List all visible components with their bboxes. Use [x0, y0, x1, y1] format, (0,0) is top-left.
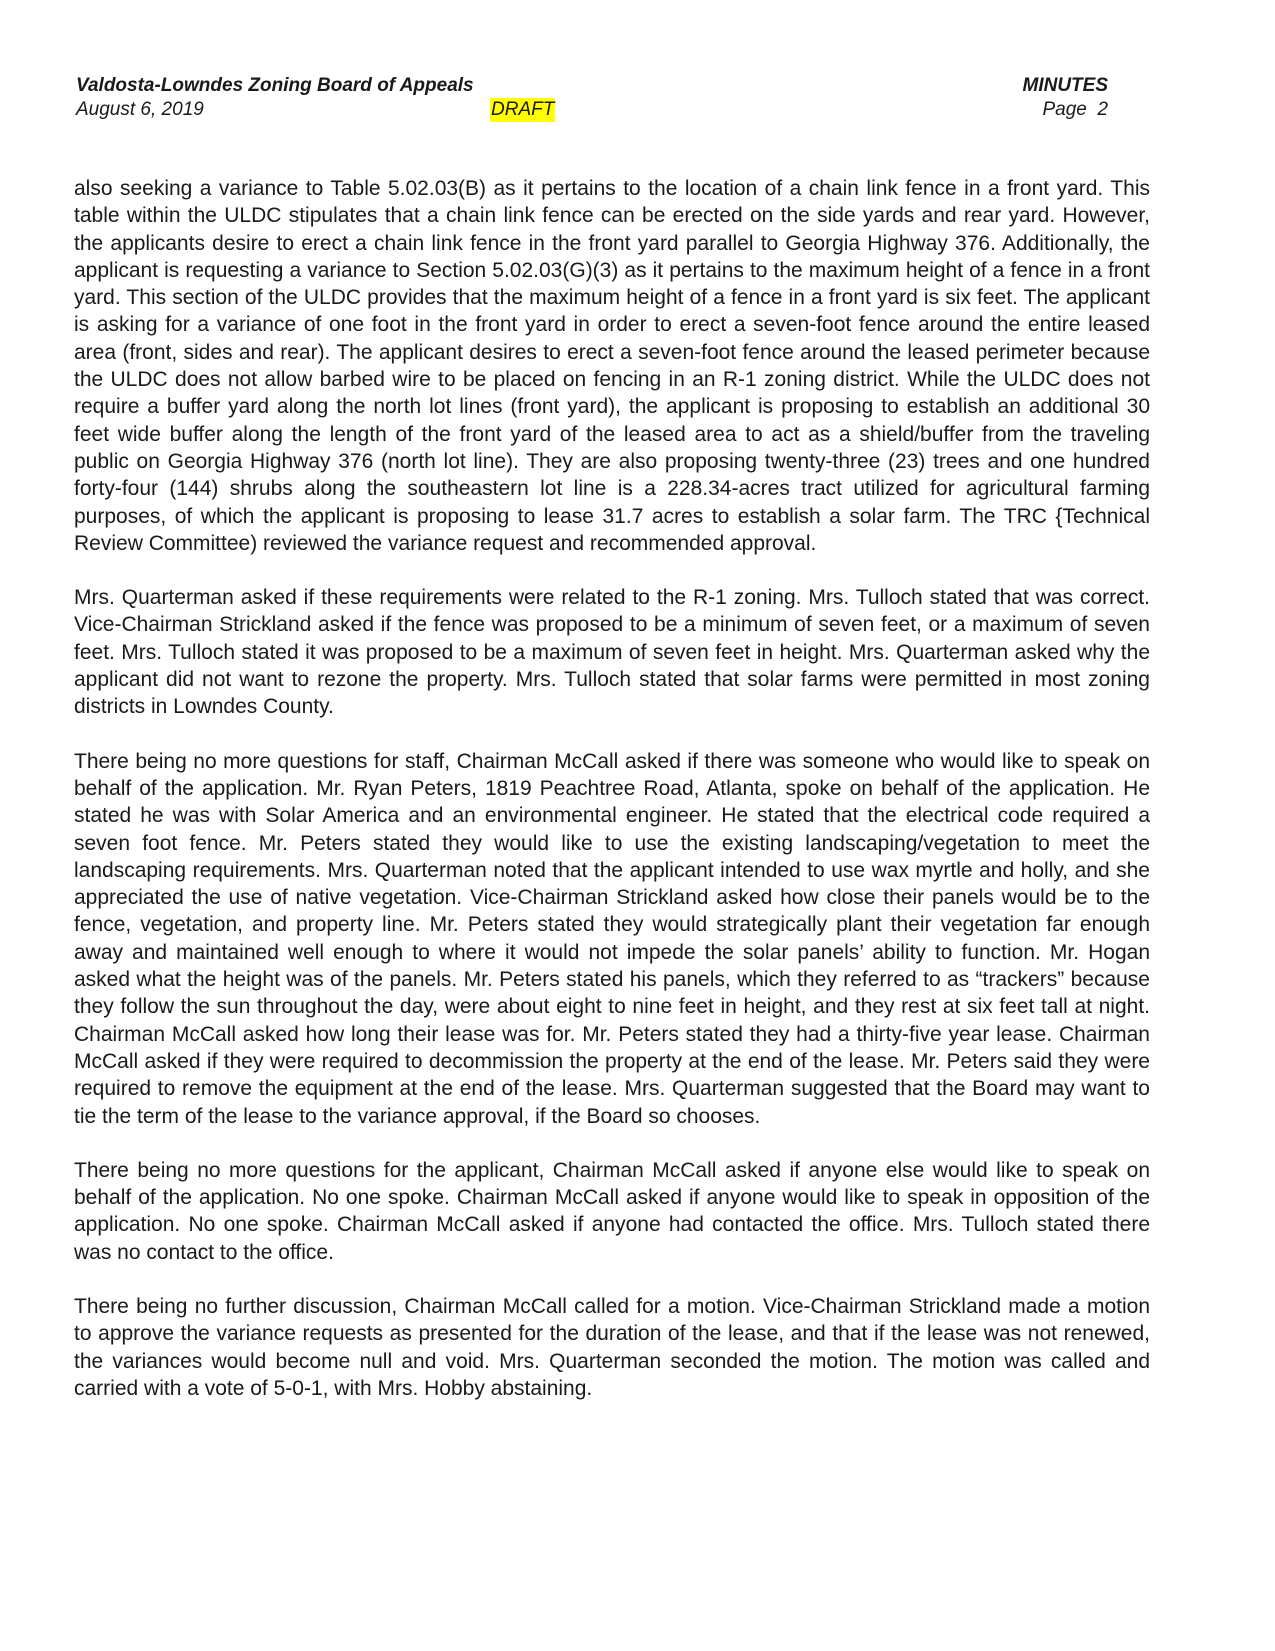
- minutes-label: MINUTES: [1022, 75, 1108, 96]
- meeting-date: August 6, 2019: [76, 99, 204, 120]
- paragraph-motion: There being no further discussion, Chairman McCall called for a motion. Vice-Chairman Strickland made a motion to approve the variance requests as presented for the duration of the lease, and that if the lease was not renewed, the variances would become null and void. Mrs. Quarterman seconded the motion. The motion was called and carried with a vote of 5-0-1, with Mrs. Hobby abstaining.: [74, 1294, 1150, 1400]
- page-number: Page 2: [1042, 99, 1108, 120]
- paragraph-variance-description: also seeking a variance to Table 5.02.03(B) as it pertains to the location of a chain link fence in a front yard. This table within the ULDC stipulates that a chain link fence can be erected on the side yards and rear yard. However, the applicants desire to erect a chain link fence in the front yard parallel to Georgia Highway 376. Additionally, the applicant is requesting a variance to Section 5.02.03(G)(3) as it pertains to the maximum height of a fence in a front yard. This section of the ULDC provides that the maximum height of a fence in a front yard is six feet. The applicant is asking for a variance of one foot in the front yard in order to erect a seven-foot fence around the entire leased area (front, sides and rear). The applicant desires to erect a seven-foot fence around the leased perimeter because the ULDC does not allow barbed wire to be placed on fencing in an R-1 zoning district. While the ULDC does not require a buffer yard along the north lot lines (front yard), the applicant is proposing to establish an additional 30 feet wide buffer along the length of the front yard of the leased area to act as a shield/buffer from the traveling public on Georgia Highway 376 (north lot line). They are also proposing twenty-three (23) trees and one hundred forty-four (144) shrubs along the southeastern lot line is a 228.34-acres tract utilized for agricultural farming purposes, of which the applicant is proposing to lease 31.7 acres to establish a solar farm. The TRC {Technical Review Committee) reviewed the variance request and recommended approval.: [74, 177, 1150, 555]
- draft-label: DRAFT: [491, 99, 555, 120]
- paragraph-staff-questions: Mrs. Quarterman asked if these requirements were related to the R-1 zoning. Mrs. Tulloch stated that was correct. Vice-Chairman Strickland asked if the fence was proposed to be a minimum of seven feet, or a maximum of seven feet. Mrs. Tulloch stated it was proposed to be a maximum of seven feet in height. Mrs. Quarterman asked why the applicant did not want to rezone the property. Mrs. Tulloch stated that solar farms were permitted in most zoning districts in Lowndes County.: [74, 586, 1150, 719]
- page-header: [76, 74, 1108, 124]
- board-name: Valdosta-Lowndes Zoning Board of Appeals: [76, 75, 474, 96]
- minutes-body: [74, 175, 1150, 1429]
- paragraph-public-comment: There being no more questions for the applicant, Chairman McCall asked if anyone else would like to speak on behalf of the application. No one spoke. Chairman McCall asked if anyone would like to speak in opposition of the application. No one spoke. Chairman McCall asked if anyone had contacted the office. Mrs. Tulloch stated there was no contact to the office.: [74, 1158, 1150, 1264]
- paragraph-applicant-testimony: There being no more questions for staff, Chairman McCall asked if there was someone who would like to speak on behalf of the application. Mr. Ryan Peters, 1819 Peachtree Road, Atlanta, spoke on behalf of the application. He stated he was with Solar America and an environmental engineer. He stated that the electrical code required a seven foot fence. Mr. Peters stated they would like to use the existing landscaping/vegetation to meet the landscaping requirements. Mrs. Quarterman noted that the applicant intended to use wax myrtle and holly, and she appreciated the use of native vegetation. Vice-Chairman Strickland asked how close their panels would be to the fence, vegetation, and property line. Mr. Peters stated they would strategically plant their vegetation far enough away and maintained well enough to where it would not impede the solar panels’ ability to function. Mr. Hogan asked what the height was of the panels. Mr. Peters stated his panels, which they referred to as “trackers” because they follow the sun throughout the day, were about eight to nine feet in height, and they rest at six feet tall at night. Chairman McCall asked how long their lease was for. Mr. Peters stated they had a thirty-five year lease. Chairman McCall asked if they were required to decommission the property at the end of the lease. Mr. Peters said they were required to remove the equipment at the end of the lease. Mrs. Quarterman suggested that the Board may want to tie the term of the lease to the variance approval, if the Board so chooses.: [74, 749, 1150, 1128]
